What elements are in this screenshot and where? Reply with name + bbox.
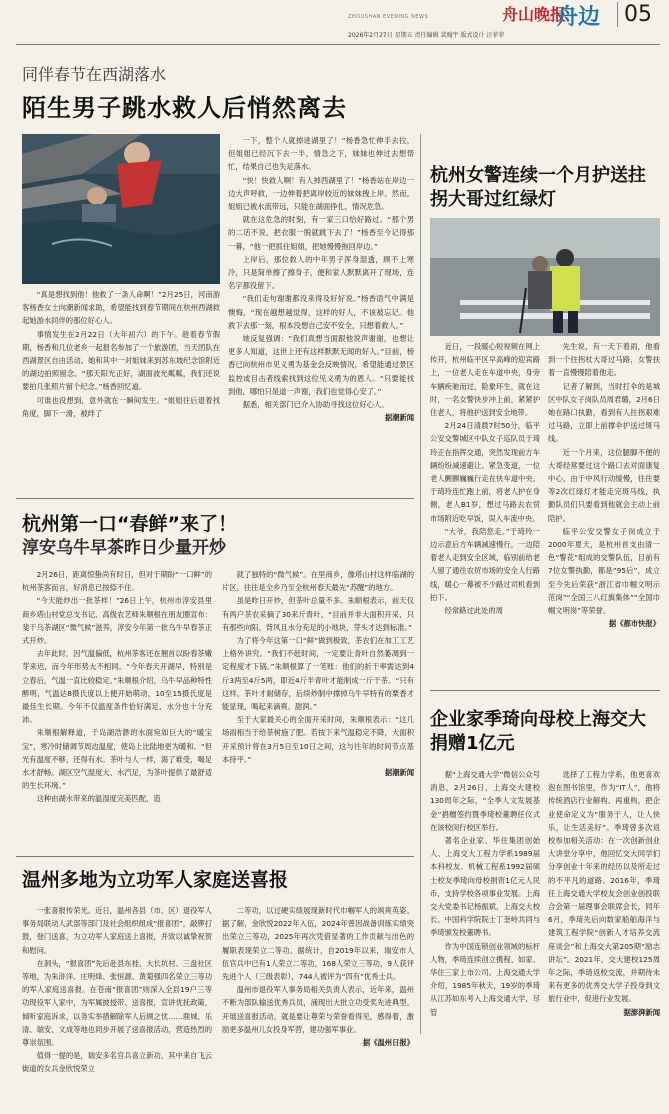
article2-para: 记者了解到，当时打伞的是城区中队女子岗队员周君璐，2月6日她在路口执勤，看到有人拄拐艰难过马路，立即上前撑伞护送过斑马线。 [548,381,660,444]
article3-para: 虽是昨日开炒，但茶叶总量不多。朱顺根表示，前天仅有两户茶农采摘了30来斤青叶，“目前并非大面积开采，只有那些向阳、背风且水分充足的小地块，芽头才达到标准。” [222,596,414,632]
article1-para: 她反复强调：“我们真想当面跟他说声谢谢，也想让更多人知道，这世上还有这样默默无闻的好人。”目前，杨香已向杭州市见义勇为基金会反映情况，希望能通过景区监控或目击者线索找到这位见义勇为的恩人。“只要能找到他，哪怕只是道一声谢，我们也觉得心安了。” [228,334,414,396]
article1-kicker: 同伴春节在西湖落水 [22,65,167,84]
article1-col1-para-1: 事情发生在2月22日（大年初六）的下午。趁着春节假期，杨香和几位老乡一起报名参加了一个旅游团，当天团队在西湖景区自由活动。她和其中一对姐妹来到苏东坡纪念馆附近的湖边拍照留念。“那天阳光正好，湖面波光粼粼，我们还说要拍几张照片留个纪念。”杨香回忆道。 [22,329,220,392]
article5-para: 值得一提的是，瑞安多名官兵喜立新功，其中来自飞云街道的女兵金欣悦荣立 [22,1051,212,1074]
article5-source: 据《温州日报》 [362,1038,414,1048]
article3-para: 去年此时，因气温偏低，杭州茶客还在翘首以盼春茶嫩芽来迟，而今年形势大不相同。“今年春天开湖早，特别是立春后，气温一直比较稳定。”朱顺根介绍，乌牛早品种特性醉明，气温达8摄氏度以上便开始萌动，10至15摄氏度是最佳生长期。今年不仅温度条件恰好满足，水分也十分充沛。 [22,649,212,725]
article1-para: 一下，整个人就掉进湖里了！”杨香急忙伸手去拉，但姐姐已经沉下去一半，情急之下，妹妹也伸过去想帮忙，结果自己也失足落水。 [228,136,414,172]
article3-para: 至于大家最关心的全面开采时间，朱顺根表示：“这几场雨相当于给茶树施了肥。若按下来气温稳定不降，大面积开采预计将在3月5日至10日之间，这与往年的时间节点基本持平。” [222,715,414,764]
article2-para: “大爷，我陪您走。”于琦玲一边示意后方车辆减速慢行，一边陪着老人走到安全区域，临别前给老人留了通往农贸市场的安全人行路线，暖心一幕被不少路过司机看到拍下。 [430,526,540,602]
article5-para: 在洞头，“报喜团”先后赴县东桂、大长坑村、三盘社区等地，为朱浒洋、庄明烽、张恒源、黄菊强四名荣立三等功的军人家庭送喜报。在苍南“报喜团”则深入全县19户三等功现役军人家中，为军属披授带、送喜报，宣讲优抚政策，倾听家庭诉求，以务实举措解除军人后顾之忧……鹿城、乐清、瑞安、文成等地也同步开展了送喜报活动，营造热烈的尊崇氛围。 [22,958,212,1048]
article4-col1 [430,768,540,1108]
article4-para: 著名企业家、华住集团创始人、上海交大工程力学系1989届本科校友、机械工程系1992届硕士校友季琦向母校捐资1亿元人民币，支持学校各项事业发展。上海交大党委书记杨振斌，上海交大校长、中国科学院院士丁奎岭共同与季琦颁发校董聘书。 [430,836,540,938]
article5-col2 [222,904,414,1104]
section-name: 舟边 [556,4,601,30]
article5-col1 [22,904,212,1104]
article4-title: 企业家季琦向母校上海交大捐赠1亿元 [430,709,646,754]
column-divider [420,134,421,1034]
article3-title-line1: 杭州第一口“春鲜”来了！ [22,513,237,535]
article3-para: 这种由湖水带来的温湿度完美匹配，造 [36,794,161,804]
page-number: 05 [617,2,652,27]
article3-title-line2: 淳安乌牛早茶昨日少量开炒 [22,538,226,558]
article1-para: “我们走句谢谢都没来得及好好说。”杨香语气中满是懊悔，“现在越想越觉得，这样的好人，不该被忘记。他救下去那一刻，根本没想自己安不安全，只想着救人。” [228,294,414,330]
article2-para: 先生说，有一天下着雨，他看到一个拄拐杖大哥过马路，女警扶着一直慢慢陪着他走。 [548,342,660,378]
article3-para: 朱顺根解释道，千岛湖浩渺的水面宛如巨大的“暖宝宝”，寒冷时储调节周边温度，使岛上比陆地更为暖和。“但光有温度不够，还得有水。茶叶与人一样，渴了难受，喝足水才舒畅。湖区空气湿度大、水汽足，为茶叶提供了最舒适的生长环境。” [22,728,212,791]
article1-title: 陌生男子跳水救人后悄然离去 [22,94,347,122]
article1-rescue-photo [22,134,220,284]
article5-para: 二等功，以过硬实绩展现新时代巾帼军人的飒爽英姿。据了解，金欣悦2022年入伍，2024年曾因战备训练实绩突出荣立三等功，2025年再次凭借显著的工作贡献与出色的履职表现荣立二等功。据统计，自2019年以来，瑞安市人伍官兵中已有1人荣立二等功，168人荣立三等功，9人获评先进个人（三级表彰），744人被评为“四有”优秀士兵。 [222,906,414,982]
divider-a2-a4 [430,690,660,691]
article1-col1 [22,288,220,488]
article4-source: 据澎湃新闻 [623,1007,660,1017]
police-escort-illustration [430,218,660,336]
article3-col2 [222,568,414,846]
article2-para: 经常路过此处的周 [444,606,503,616]
article4-para: 作为中国连锁创业领域的标杆人物，季琦连续创立携程、如家、华住三家上市公司。上海交通大学介绍，1985年秋天，19岁的季琦从江苏如东考入上海交通大学，尽管 [430,941,540,1017]
article2-photo [430,218,660,336]
article2-para: 2月24日清晨7时50分，临平公安交警城区中队女子巡队员于琦玲正在指挥交通，突然发现前方车辆纷纷减速避让、紧急变道，一位老人颤颤巍巍行走在快车道中央。于琦玲连忙跑上前，将老人护在身侧，老人B1岁，想过马路去农贸市场附近吃早饭，误入车流中央。 [430,421,540,523]
article2-para: 临平公安交警女子岗成立于2000年夏天，是杭州首支由清一色“警花”组成的交警队伍，目前有7位女警执勤，都是“95后”，成立至今先后荣获“浙江省巾帼文明示范岗”“全国三八红旗集体”“全国巾帼文明岗”等荣誉。 [548,526,660,616]
masthead-rule [16,44,660,45]
article3-para: “今天能炒出一批茶样！”26日上午，杭州市淳安县里商乡塔山村党总支书记、高级农艺师朱顺根在朋友圈宣布：斐干乌茶湖区“微气候”滋养，淳安今年第一批乌牛早春茶正式开炒。 [22,596,212,646]
article4-para: 据“上海交通大学”微信公众号消息，2月26日，上海交大建校130周年之际，“全季人文发展基金”捐赠签约暨季琦校董聘任仪式在该校闵行校区举行。 [430,770,540,832]
paper-name-en: ZHOUSHAN EVENING NEWS [348,14,429,20]
divider-a3-a5 [16,856,414,857]
article5-para: 温州市退役军人事务局相关负责人表示，近年来，温州不断为部队输送优秀兵员，涌现出大批立功受奖先进典型，开展送喜报活动，就是要让尊荣与荣誉看得见，感得着，激励更多温州儿女投身军营，建功强军事业。 [222,985,414,1034]
article1-col1-para-2: 可谁也没想到，意外就在一瞬间发生。“姐姐往后退着找角度，脚下一滑，被绊了 [22,395,220,418]
article2-para: 近一个月来，这位腿脚不便的大哥经常要过这个路口去对面康复中心，由于中风行动缓慢，往往要等2次红绿灯才能走完斑马线，执勤队员们只要看到他就会主动上前陪护。 [548,447,660,523]
article1-para: “快！快救人啊！有人掉西湖里了！”杨香站在岸边一边大声呼救，一边伸着把离岸较近的妹妹拽上岸。然而，姐姐已被水流带远，只能在湖面挣扎，情况危急。 [228,175,414,212]
article1-col2 [228,134,414,488]
article3-para: 2月26日，距离惊蛰尚有时日，但对于期盼“一口鲜”的杭州茶客而言，好消息已按捺不住。 [22,570,212,593]
masthead [0,0,669,44]
article2-para: 近日，一段暖心短视频在网上传开，杭州临平区早高峰的迎宾路上，一位老人走在车道中央，身旁车辆疾驰而过，险象环生，就在这时，一名女警快步冲上前，紧紧护住老人，将他护送到安全地带。 [430,342,540,418]
article5-para: 一张喜报传荣光。近日，温州各县（市、区）退役军人事务局联动人武部等部门及社会组织组成“报喜团”，敲锣打鼓，登门送喜，为立功军人家庭送上喜报，并致以诚挚祝贺和慰问。 [22,906,212,955]
article4-col2 [548,768,660,1108]
article1-para: 据悉，相关部门已介入协助寻找这位好心人。 [242,400,389,410]
article1-caption: “真是想找到他！他救了一条人命啊！”2月25日，河南游客杨香女士向潮新闻求助，希望能找到春节期间在杭州西湖救起她游水同伴的那位好心人。 [22,290,220,326]
article1-source: 据潮新闻 [384,413,414,423]
article2-col2 [548,340,660,678]
article3-para: 就了独特的“微气候”。在里商乡，像塔山村这样临湖的片区，往往是全乡乃至全杭州春天最先“苏醒”的地方。 [222,570,414,593]
article3-col1 [22,568,212,846]
article3-source: 据潮新闻 [384,768,414,778]
paper-logo: 舟山晚报 [502,5,567,24]
article2-title: 杭州女警连续一个月护送拄拐大哥过红绿灯 [430,165,646,210]
article2-col1 [430,340,540,678]
divider-a1-a3 [16,498,414,499]
article2-source: 据《都市快报》 [608,619,660,629]
issue-meta: 2026年2月27日 星期五 责任编辑 裴翰宇 版式设计 汪菲菲 [348,32,505,39]
article1-para: 就在这危急的时刻，有一家三口恰好路过。“那个男的二话不说，把衣服一脱就跳下去了！”杨香至今记得那一幕，“他一把抓住姐姐，把她慢慢拖回岸边。” [228,215,414,251]
rescue-photo-illustration [22,134,220,284]
article3-para: 为了将今年这第一口“鲜”做到极致，茶农们在加工工艺上格外讲究。“我们不赶时间，一定要让青叶自然萎凋到一定程度才下锅。”朱顺根算了一笔账：他们的折干率需达到4斤3两至4斤5两，即近4斤半青叶才能制成一斤干茶。“只有这样，茶叶才耐储存，后续炒制中撑掉乌牛早特有的栗香才能显现，喝起来滴爽、甜润。” [222,636,414,712]
article1-para: 上岸后，那位救人的中年男子浑身湿透，顾不上寒冷，只是简单擦了擦身子，便和家人默默离开了现场，连名字都没留下。 [228,254,414,291]
article4-para: 选择了工程力学系，他更喜欢泡在图书馆里，作为“IT人”，他将传统酒店行业解构、再重构，把企业使命定义为“服务于人，让人快乐，让生活美好”。季琦曾多次返校参加相关活动：在一次创新创业大讲堂分享中，他回忆交大同学们分享创业十年来的经历以及所走过的不平凡的道路。2016年，季琦任上海交通大学校友会创业创投联合会第一届理事会联席会长，同年6月，季琦先后向数家船舶海洋与建筑工程学院“创新人才培养交流座谈会”和上海交大第205期“励志讲坛”。2021年，交大建校125周年之际，季琦返校交流，并期待未来有更多的优秀交大学子投身到文旅行业中，促进行业发展。 [548,770,660,1004]
article5-title: 温州多地为立功军人家庭送喜报 [22,869,289,891]
